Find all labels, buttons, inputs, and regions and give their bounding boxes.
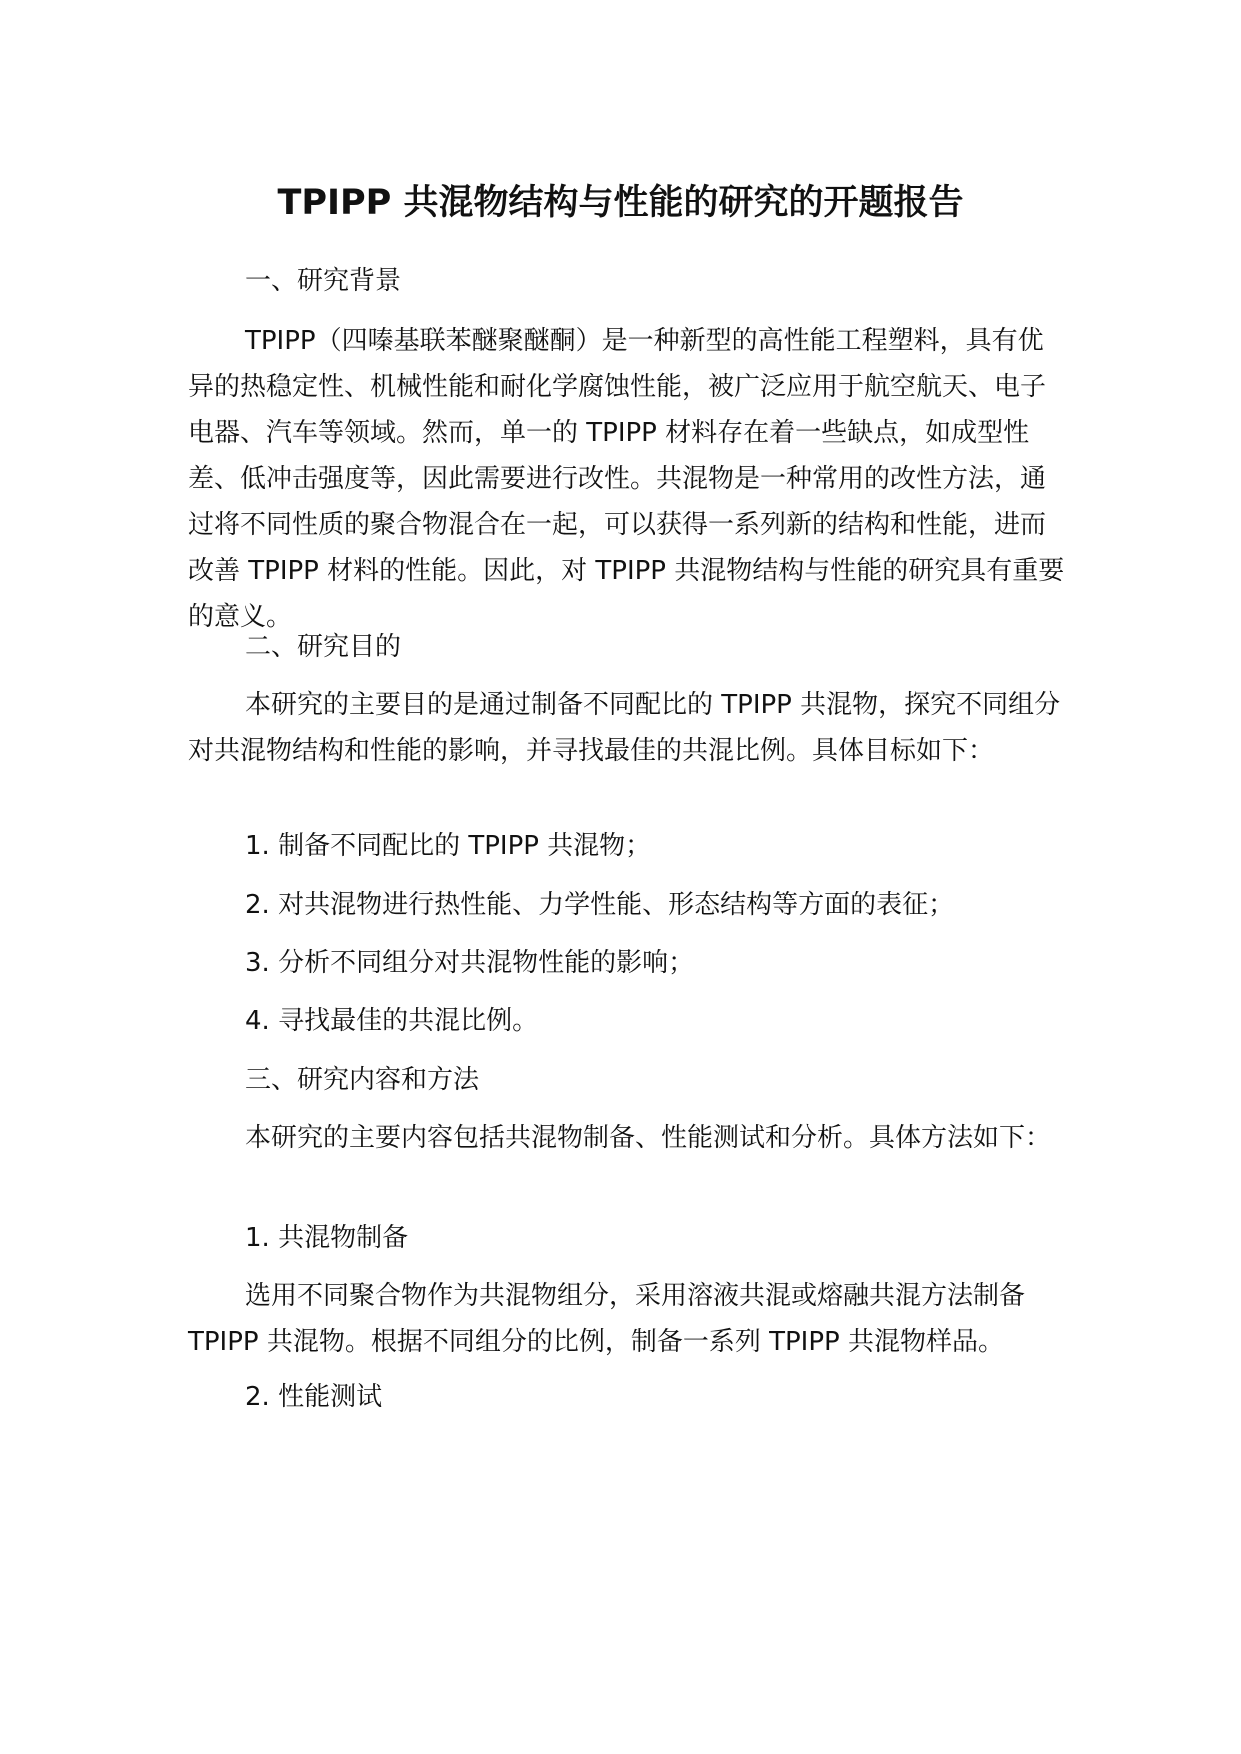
- purpose-list-item: 3. 分析不同组分对共混物性能的影响；: [245, 948, 695, 978]
- purpose-list-item: 4. 寻找最佳的共混比例。: [245, 1006, 539, 1036]
- preparation-paragraph: 选用不同聚合物作为共混物组分，采用溶液共混或熔融共混方法制备 TPIPP 共混物。根据不同组分的比例，制备一系列 TPIPP 共混物样品。: [188, 1281, 1026, 1357]
- background-paragraph: TPIPP（四嗪基联苯醚聚醚酮）是一种新型的高性能工程塑料，具有优异的热稳定性、机械性能和耐化学腐蚀性能，被广泛应用于航空航天、电子电器、汽车等领域。然而，单一的 TPIPP 材料存在着一些缺点，如成型性差、低冲击强度等，因此需要进行改性。共混物是一种常用的改性方法，通过将不同性质的聚合物混合在一起，可以获得一系列新的结构和性能，进而改善 TPIPP 材料的性能。因此，对 TPIPP 共混物结构与性能的研究具有重要的意义。: [188, 326, 1065, 632]
- section-heading-purpose: 二、研究目的: [245, 632, 402, 662]
- subsection-heading-preparation: 1. 共混物制备: [245, 1223, 409, 1253]
- subsection-heading-testing: 2. 性能测试: [245, 1382, 383, 1412]
- section-heading-methods: 三、研究内容和方法: [245, 1065, 480, 1095]
- document-title: TPIPP 共混物结构与性能的研究的开题报告: [277, 183, 964, 223]
- methods-paragraph: 本研究的主要内容包括共混物制备、性能测试和分析。具体方法如下：: [245, 1123, 1052, 1153]
- section-heading-background: 一、研究背景: [245, 266, 402, 296]
- purpose-list-item: 2. 对共混物进行热性能、力学性能、形态结构等方面的表征；: [245, 890, 955, 920]
- purpose-paragraph: 本研究的主要目的是通过制备不同配比的 TPIPP 共混物，探究不同组分对共混物结构和性能的影响，并寻找最佳的共混比例。具体目标如下：: [188, 690, 1061, 766]
- purpose-list-item: 1. 制备不同配比的 TPIPP 共混物；: [245, 831, 652, 861]
